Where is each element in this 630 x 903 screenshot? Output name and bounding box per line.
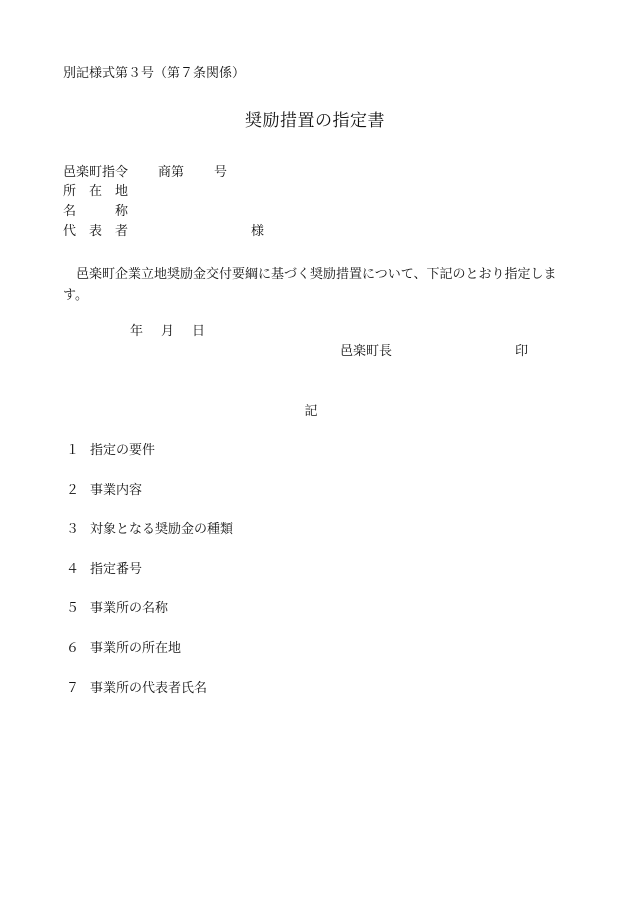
name-line xyxy=(63,205,128,218)
ref-suffix: 号 xyxy=(214,165,228,180)
representative-line xyxy=(63,225,264,238)
item-label: 事業所の名称 xyxy=(90,601,169,616)
item-number: ７ xyxy=(66,681,80,696)
item-label: 対象となる奨励金の種類 xyxy=(90,522,234,537)
list-item xyxy=(66,563,142,576)
item-label: 指定番号 xyxy=(90,562,143,577)
day-label: 日 xyxy=(192,324,206,339)
list-item xyxy=(66,602,168,615)
list-item xyxy=(66,444,155,457)
list-item xyxy=(66,484,142,497)
document-title: 奨励措置の指定書 xyxy=(245,111,385,131)
list-item xyxy=(66,642,181,655)
item-label: 事業所の所在地 xyxy=(90,641,182,656)
item-label: 指定の要件 xyxy=(90,443,156,458)
item-number: ６ xyxy=(66,641,80,656)
name-label: 名 称 xyxy=(63,204,129,219)
ref-prefix: 邑楽町指令 xyxy=(63,165,129,180)
list-item xyxy=(66,523,233,536)
form-label: 別記様式第３号（第７条関係） xyxy=(63,66,246,81)
item-number: ３ xyxy=(66,522,80,537)
address-label: 所 在 地 xyxy=(63,184,129,199)
body-paragraph: 邑楽町企業立地奨励金交付要綱に基づく奨励措置について、下記のとおり指定します。 xyxy=(63,267,557,303)
reference-number-line xyxy=(63,166,227,179)
ref-mid: 商第 xyxy=(158,165,185,180)
issuer-title: 邑楽町長 xyxy=(340,344,393,359)
year-label: 年 xyxy=(130,324,144,339)
item-number: ５ xyxy=(66,601,80,616)
ki-heading: 記 xyxy=(304,404,318,419)
item-number: ４ xyxy=(66,562,80,577)
seal-mark: 印 xyxy=(515,344,529,359)
item-number: ２ xyxy=(66,483,80,498)
honorific: 様 xyxy=(251,224,265,239)
item-label: 事業所の代表者氏名 xyxy=(90,681,208,696)
list-item xyxy=(66,682,207,695)
date-line xyxy=(130,325,205,338)
item-label: 事業内容 xyxy=(90,483,143,498)
representative-label: 代 表 者 xyxy=(63,224,129,239)
address-line xyxy=(63,185,128,198)
month-label: 月 xyxy=(161,324,175,339)
item-number: １ xyxy=(66,443,80,458)
